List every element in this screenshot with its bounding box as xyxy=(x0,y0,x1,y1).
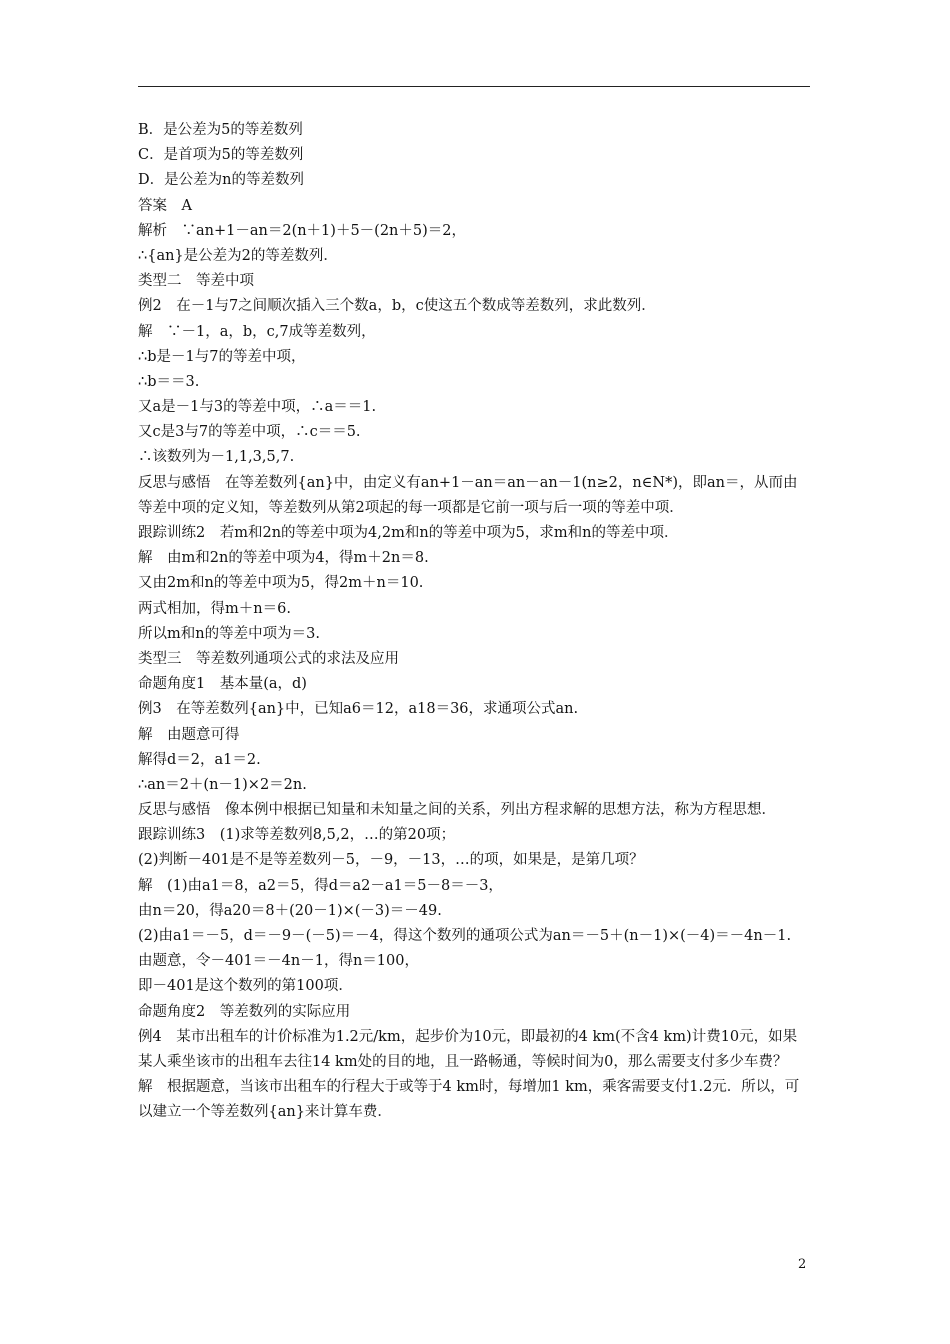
practice-3-solution-2: 由n＝20，得a20＝8＋(20－1)×(－3)＝－49. xyxy=(138,902,442,919)
analysis-line-1: 解析 ∵an+1－an＝2(n＋1)＋5－(2n＋5)＝2， xyxy=(138,222,466,239)
page-number: 2 xyxy=(798,1257,807,1272)
solution-3-line-1: 解 由题意可得 xyxy=(138,726,240,743)
practice-2-solution-1: 解 由m和2n的等差中项为4，得m＋2n＝8. xyxy=(138,550,429,567)
practice-2-solution-2: 又由2m和n的等差中项为5，得2m＋n＝10. xyxy=(138,575,424,592)
analysis-line-2: ∴{an}是公差为2的等差数列． xyxy=(138,247,338,264)
solution-2-line-6: ∴该数列为－1,1,3,5,7. xyxy=(138,449,295,466)
example-4: 例4 某市出租车的计价标准为1.2元/km，起步价为10元，即最初的4 km(不含4 km)计费10元，如果某人乘坐该市的出租车去往14 km处的目的地，且一路畅通，等候时间为0，那么需要支付多少车费？ xyxy=(138,1028,798,1071)
solution-3-line-3: ∴an＝2＋(n－1)×2＝2n. xyxy=(138,776,307,793)
subheading-angle-1: 命题角度1 基本量(a，d) xyxy=(138,676,307,693)
reflection-1: 反思与感悟 在等差数列{an}中，由定义有an+1－an＝an－an－1(n≥2，n∈N*)，即an＝，从而由等差中项的定义知，等差数列从第2项起的每一项都是它前一项与后一项的等差中项． xyxy=(138,474,798,516)
subheading-angle-2: 命题角度2 等差数列的实际应用 xyxy=(138,1003,351,1020)
practice-2-solution-4: 所以m和n的等差中项为＝3. xyxy=(138,625,320,642)
practice-2-solution-3: 两式相加，得m＋n＝6. xyxy=(138,600,291,617)
practice-3-part-1: 跟踪训练3 (1)求等差数列8,5,2，…的第20项； xyxy=(138,827,456,844)
example-2: 例2 在－1与7之间顺次插入三个数a，b，c使这五个数成等差数列，求此数列． xyxy=(138,298,656,315)
section-heading-type3: 类型三 等差数列通项公式的求法及应用 xyxy=(138,650,399,667)
solution-3-line-2: 解得d＝2，a1＝2. xyxy=(138,751,261,768)
reflection-2: 反思与感悟 像本例中根据已知量和未知量之间的关系，列出方程求解的思想方法，称为方程思想． xyxy=(138,802,776,819)
practice-3-solution-4: 由题意，令－401＝－4n－1，得n＝100， xyxy=(138,953,419,970)
option-c: C．是首项为5的等差数列 xyxy=(138,147,304,164)
example-3: 例3 在等差数列{an}中，已知a6＝12，a18＝36，求通项公式an. xyxy=(138,701,579,718)
section-heading-type2: 类型二 等差中项 xyxy=(138,273,254,290)
practice-3-solution-3: (2)由a1＝－5，d＝－9－(－5)＝－4，得这个数列的通项公式为an＝－5＋(n－1)×(－4)＝－4n－1. xyxy=(138,928,792,945)
document-body xyxy=(138,118,810,1126)
solution-2-line-3: ∴b＝＝3. xyxy=(138,373,200,390)
practice-2: 跟踪训练2 若m和2n的等差中项为4,2m和n的等差中项为5，求m和n的等差中项． xyxy=(138,525,679,542)
practice-3-part-2: (2)判断－401是不是等差数列－5，－9，－13，…的项，如果是，是第几项？ xyxy=(138,852,644,869)
solution-2-line-1: 解 ∵－1，a，b，c,7成等差数列， xyxy=(138,323,376,340)
solution-2-line-4: 又a是－1与3的等差中项，∴a＝＝1. xyxy=(138,399,377,416)
solution-2-line-2: ∴b是－1与7的等差中项， xyxy=(138,348,306,365)
option-d: D．是公差为n的等差数列 xyxy=(138,172,304,189)
answer: 答案 A xyxy=(138,197,192,214)
practice-3-solution-1: 解 (1)由a1＝8，a2＝5，得d＝a2－a1＝5－8＝－3， xyxy=(138,877,503,894)
header-rule xyxy=(138,86,810,87)
solution-4: 解 根据题意，当该市出租车的行程大于或等于4 km时，每增加1 km，乘客需要支付1.2元．所以，可以建立一个等差数列{an}来计算车费． xyxy=(138,1079,800,1121)
practice-3-solution-5: 即－401是这个数列的第100项． xyxy=(138,978,353,995)
solution-2-line-5: 又c是3与7的等差中项，∴c＝＝5. xyxy=(138,424,361,441)
option-b: B．是公差为5的等差数列 xyxy=(138,122,303,138)
